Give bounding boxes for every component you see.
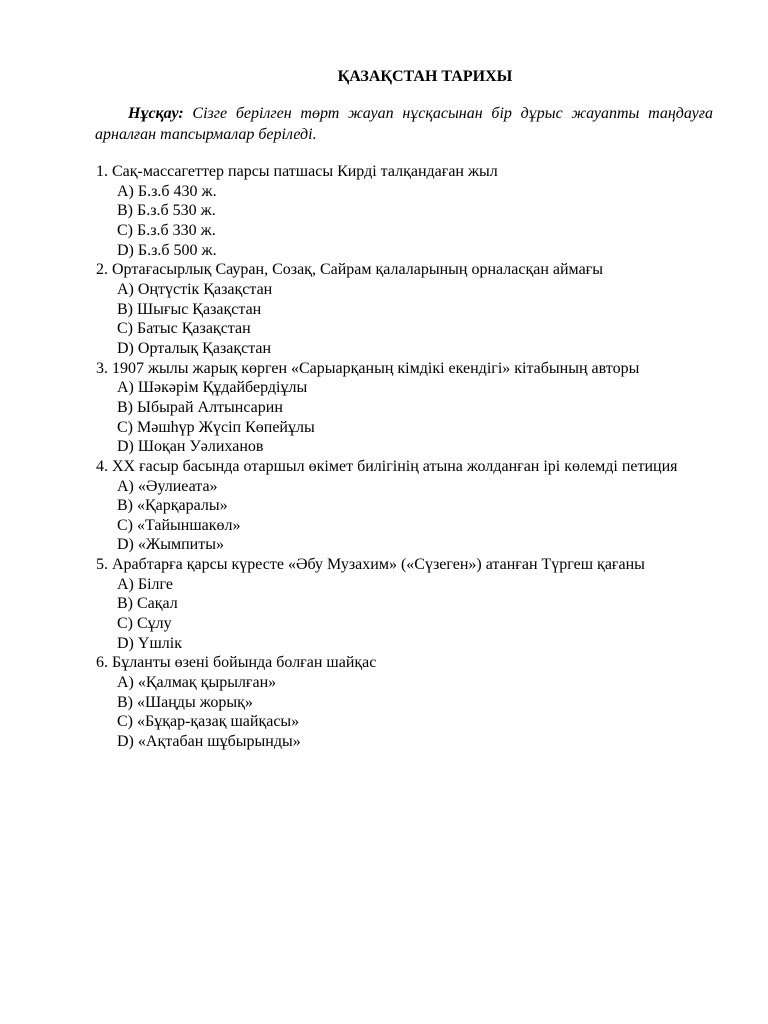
answer-option-a: A) «Әулиеата» <box>117 477 218 495</box>
answer-option-c: C) «Тайыншакөл» <box>117 516 241 534</box>
answer-option-b: B) «Шаңды жорық» <box>117 693 253 711</box>
question-text: 6. Бұланты өзені бойында болған шайқас <box>96 654 377 672</box>
question-text: 3. 1907 жылы жарық көрген «Сарыарқаның кімдікі екендігі» кітабының авторы <box>96 359 640 377</box>
answer-option-b: B) Сақал <box>117 595 178 613</box>
question-list <box>96 162 736 752</box>
answer-option-b: B) «Қарқаралы» <box>117 497 228 515</box>
question-1 <box>96 162 736 260</box>
question-6 <box>96 653 736 751</box>
answer-option-a: A) «Қалмақ қырылған» <box>117 674 277 692</box>
answer-option-b: B) Шығыс Қазақстан <box>117 300 262 318</box>
question-5 <box>96 555 736 653</box>
answer-option-a: A) Оңтүстік Қазақстан <box>117 280 273 298</box>
instruction-label: Нұсқау: <box>128 105 184 122</box>
instruction-paragraph <box>95 103 713 145</box>
answer-option-a: A) Білге <box>117 575 173 593</box>
answer-option-d: D) «Жымпиты» <box>117 536 224 554</box>
question-2 <box>96 260 736 358</box>
answer-option-c: C) Б.з.б 330 ж. <box>117 221 216 239</box>
answer-option-c: C) «Бұқар-қазақ шайқасы» <box>117 713 300 731</box>
instruction-text: Сізге берілген төрт жауап нұсқасынан бір дұрыс жауапты таңдауға арналған тапсырмалар беріледі. <box>95 105 713 143</box>
answer-option-c: C) Мәшһүр Жүсіп Көпейұлы <box>117 418 315 436</box>
answer-option-b: B) Ыбырай Алтынсарин <box>117 398 283 416</box>
question-text: 1. Сақ-массагеттер парсы патшасы Кирді талқандаған жыл <box>96 163 498 180</box>
answer-option-c: C) Батыс Қазақстан <box>117 320 251 338</box>
question-text: 2. Ортағасырлық Сауран, Созақ, Сайрам қалаларының орналасқан аймағы <box>96 261 603 279</box>
answer-option-d: D) Үшлік <box>117 634 182 652</box>
question-text: 4. XX ғасыр басында отаршыл өкімет билігінің атына жолданған ірі көлемді петиция <box>96 457 678 475</box>
answer-option-a: A) Б.з.б 430 ж. <box>117 182 217 200</box>
answer-option-d: D) Шоқан Уәлиханов <box>117 438 264 456</box>
answer-option-b: B) Б.з.б 530 ж. <box>117 202 216 220</box>
answer-option-a: A) Шәкәрім Құдайбердіұлы <box>117 379 308 397</box>
question-3 <box>96 359 736 457</box>
answer-option-d: D) «Ақтабан шұбырынды» <box>117 733 301 751</box>
question-4 <box>96 457 736 555</box>
answer-option-d: D) Орталық Қазақстан <box>117 339 272 357</box>
question-text: 5. Арабтарға қарсы күресте «Әбу Музахим» («Сүзеген») атанған Түргеш қағаны <box>96 556 645 574</box>
page-title: ҚАЗАҚСТАН ТАРИХЫ <box>337 68 513 85</box>
answer-option-c: C) Сұлу <box>117 615 172 633</box>
answer-option-d: D) Б.з.б 500 ж. <box>117 241 217 259</box>
